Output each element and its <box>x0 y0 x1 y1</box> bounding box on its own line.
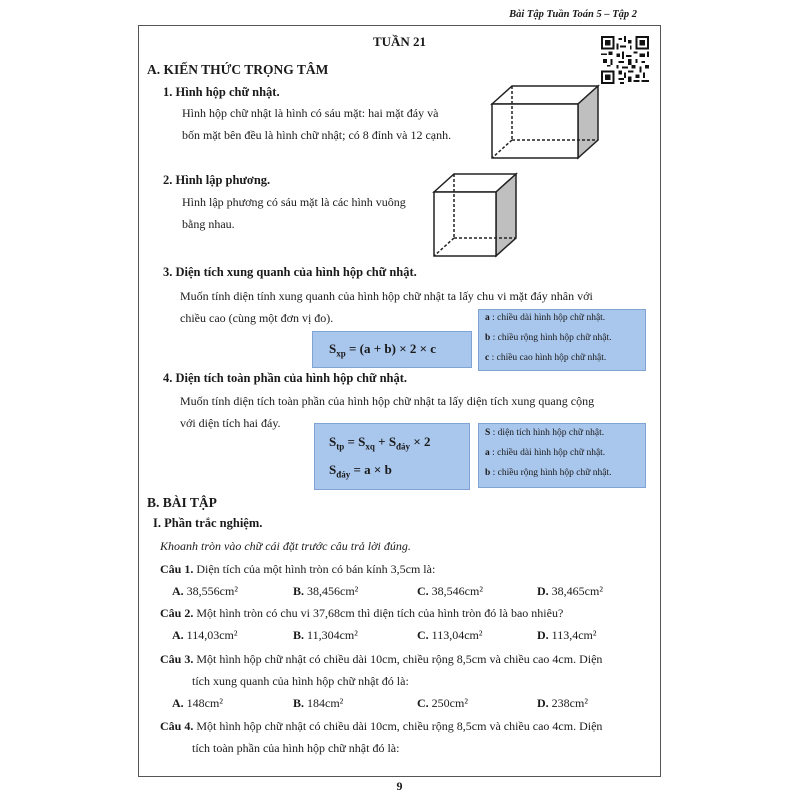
item4-line2: với diện tích hai đáy. <box>180 416 281 430</box>
page-number: 9 <box>396 779 403 793</box>
question-3: Câu 3. Một hình hộp chữ nhật có chiều dài 10cm, chiều rộng 8,5cm và chiều cao 4cm. Diện <box>160 652 603 666</box>
option-b[interactable]: B. 38,456cm² <box>293 584 359 598</box>
legend-item: a : chiều dài hình hộp chữ nhật. <box>485 448 606 458</box>
legend-box-tp <box>478 423 646 488</box>
option-a[interactable]: A. 38,556cm² <box>172 584 238 598</box>
item1-title: 1. Hình hộp chữ nhật. <box>163 85 280 99</box>
option-c[interactable]: C. 113,04cm² <box>417 628 483 642</box>
option-a[interactable]: A. 148cm² <box>172 696 223 710</box>
item4-title: 4. Diện tích toàn phần của hình hộp chữ nhật. <box>163 371 408 385</box>
item3-line2: chiều cao (cùng một đơn vị đo). <box>180 311 334 325</box>
option-c[interactable]: C. 250cm² <box>417 696 468 710</box>
book-header: Bài Tập Tuần Toán 5 – Tập 2 <box>509 9 637 20</box>
legend-item: b : chiều rộng hình hộp chữ nhật. <box>485 333 612 343</box>
cube-diagram <box>430 170 520 260</box>
item1-line2: bốn mặt bên đều là hình chữ nhật; có 8 đỉnh và 12 cạnh. <box>182 128 452 142</box>
formula-day: $S_{đáy} = a \times b$ <box>329 462 392 480</box>
question-2: Câu 2. Một hình tròn có chu vi 37,68cm thì diện tích của hình tròn đó là bao nhiêu? <box>160 606 564 620</box>
week-title: TUẦN 21 <box>372 34 427 49</box>
question-4: Câu 4. Một hình hộp chữ nhật có chiều dài 10cm, chiều rộng 8,5cm và chiều cao 4cm. Diện <box>160 719 603 733</box>
legend-item: c : chiều cao hình hộp chữ nhật. <box>485 353 607 363</box>
legend-item: b : chiều rộng hình hộp chữ nhật. <box>485 468 612 478</box>
option-a[interactable]: A. 114,03cm² <box>172 628 238 642</box>
part1-title: I. Phần trắc nghiệm. <box>153 516 263 530</box>
instruction: Khoanh tròn vào chữ cái đặt trước câu trả lời đúng. <box>160 539 411 553</box>
legend-item: S : diện tích hình hộp chữ nhật. <box>485 428 605 438</box>
item2-line1: Hình lập phương có sáu mặt là các hình vuông <box>182 195 406 209</box>
item2-title: 2. Hình lập phương. <box>163 173 271 187</box>
formula-tp: $S_{tp} = S_{xq} + S_{đáy} \times 2$ <box>329 434 431 452</box>
item2-line2: bằng nhau. <box>182 217 235 231</box>
item1-line1: Hình hộp chữ nhật là hình có sáu mặt: hai mặt đáy và <box>182 106 439 120</box>
cuboid-diagram <box>488 82 603 162</box>
question-4-cont: tích toàn phần của hình hộp chữ nhật đó là: <box>192 741 400 755</box>
formula-box-tp <box>314 423 470 490</box>
formula-box-xp <box>312 331 472 368</box>
section-a-title: A. KIẾN THỨC TRỌNG TÂM <box>147 62 329 77</box>
qr-code-icon <box>601 36 649 84</box>
question-1: Câu 1. Diện tích của một hình tròn có bán kính 3,5cm là: <box>160 562 436 576</box>
option-d[interactable]: D. 238cm² <box>537 696 588 710</box>
legend-box-xp <box>478 309 646 371</box>
section-b-title: B. BÀI TẬP <box>147 495 217 510</box>
item3-title: 3. Diện tích xung quanh của hình hộp chữ nhật. <box>163 265 417 279</box>
legend-item: a : chiều dài hình hộp chữ nhật. <box>485 313 606 323</box>
option-d[interactable]: D. 113,4cm² <box>537 628 597 642</box>
item3-line1: Muốn tính diện tính xung quanh của hình hộp chữ nhật ta lấy chu vi mặt đáy nhân với <box>180 289 593 303</box>
question-3-cont: tích xung quanh của hình hộp chữ nhật đó là: <box>192 674 409 688</box>
option-d[interactable]: D. 38,465cm² <box>537 584 603 598</box>
option-c[interactable]: C. 38,546cm² <box>417 584 483 598</box>
item4-line1: Muốn tính diện tích toàn phần của hình hộp chữ nhật ta lấy diện tích xung quang cộng <box>180 394 595 408</box>
option-b[interactable]: B. 184cm² <box>293 696 344 710</box>
option-b[interactable]: B. 11,304cm² <box>293 628 358 642</box>
formula-xp: $S_{xp} = (a + b) \times 2 \times c$ <box>329 341 437 359</box>
